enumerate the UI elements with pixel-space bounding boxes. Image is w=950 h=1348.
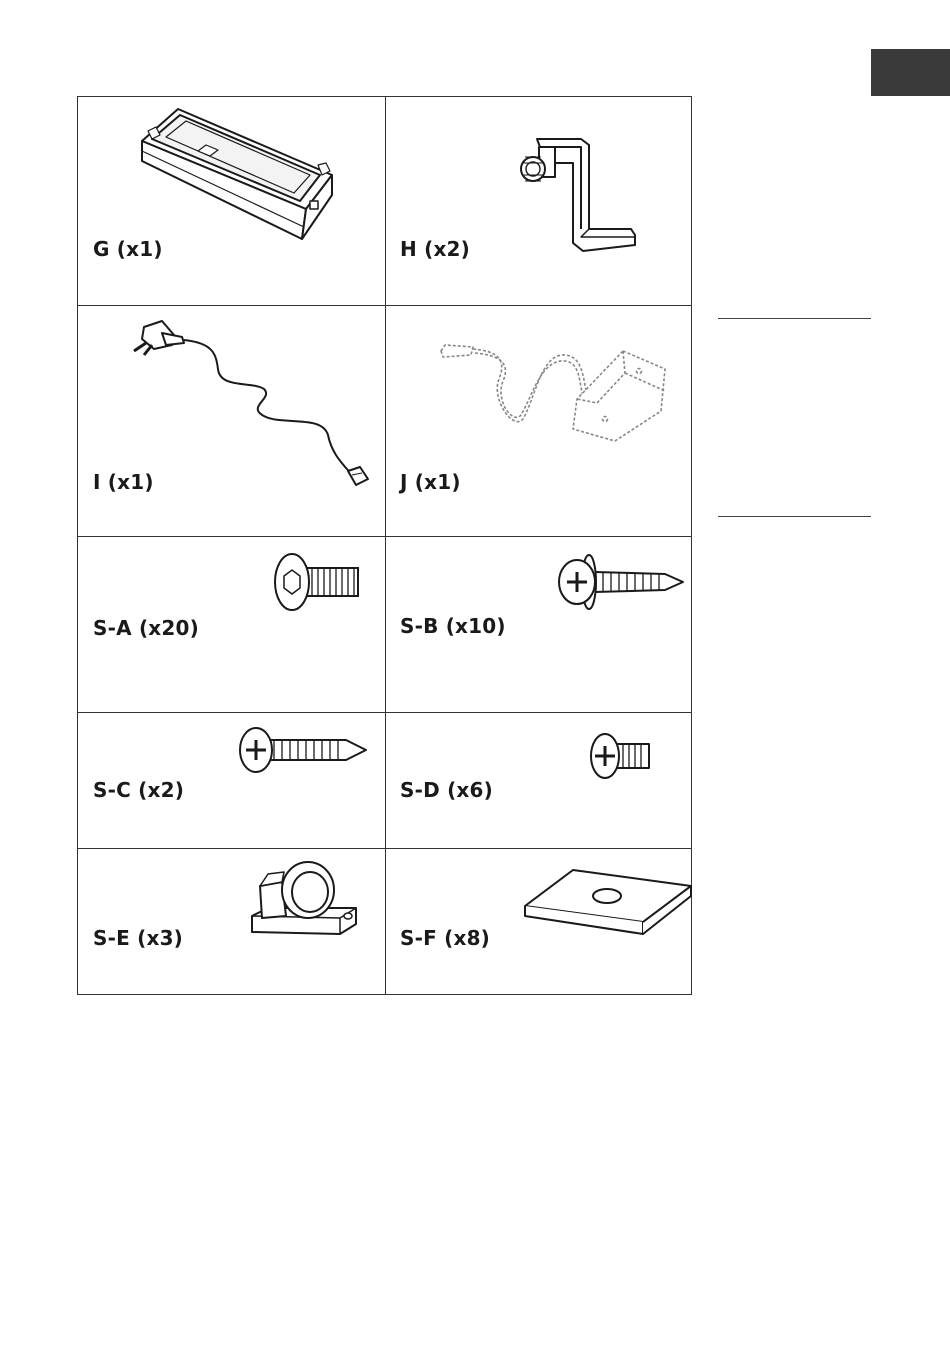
mounting-bracket-icon [513, 133, 639, 253]
wood-screw-washer-icon [555, 552, 687, 614]
control-unit-icon [136, 105, 336, 241]
part-cell-s-d [385, 712, 693, 848]
part-cell-g [78, 97, 385, 305]
language-tab [871, 49, 950, 96]
part-cell-s-b [385, 536, 693, 712]
power-cable-icon [124, 315, 376, 505]
cable-clamp-icon [246, 858, 360, 942]
parts-table [77, 96, 692, 995]
hex-screw-icon [272, 552, 362, 614]
sensor-cable-icon [437, 339, 673, 465]
part-label: S-C (x2) [93, 778, 185, 802]
part-label: S-B (x10) [400, 614, 506, 638]
side-divider [718, 516, 871, 517]
part-cell-j [385, 305, 693, 536]
part-label: I (x1) [93, 470, 154, 494]
part-label: S-E (x3) [93, 926, 184, 950]
part-label: S-A (x20) [93, 616, 199, 640]
part-label: H (x2) [400, 237, 470, 261]
long-screw-icon [236, 726, 370, 776]
part-cell-s-a [78, 536, 385, 712]
short-screw-icon [587, 732, 653, 782]
part-cell-i [78, 305, 385, 536]
part-cell-s-e [78, 848, 385, 994]
part-cell-s-f [385, 848, 693, 994]
part-label: G (x1) [93, 237, 163, 261]
part-label: J (x1) [400, 470, 461, 494]
side-divider [718, 318, 871, 319]
part-label: S-F (x8) [400, 926, 491, 950]
flat-washer-plate-icon [523, 866, 695, 940]
part-label: S-D (x6) [400, 778, 493, 802]
part-cell-s-c [78, 712, 385, 848]
part-cell-h [385, 97, 693, 305]
